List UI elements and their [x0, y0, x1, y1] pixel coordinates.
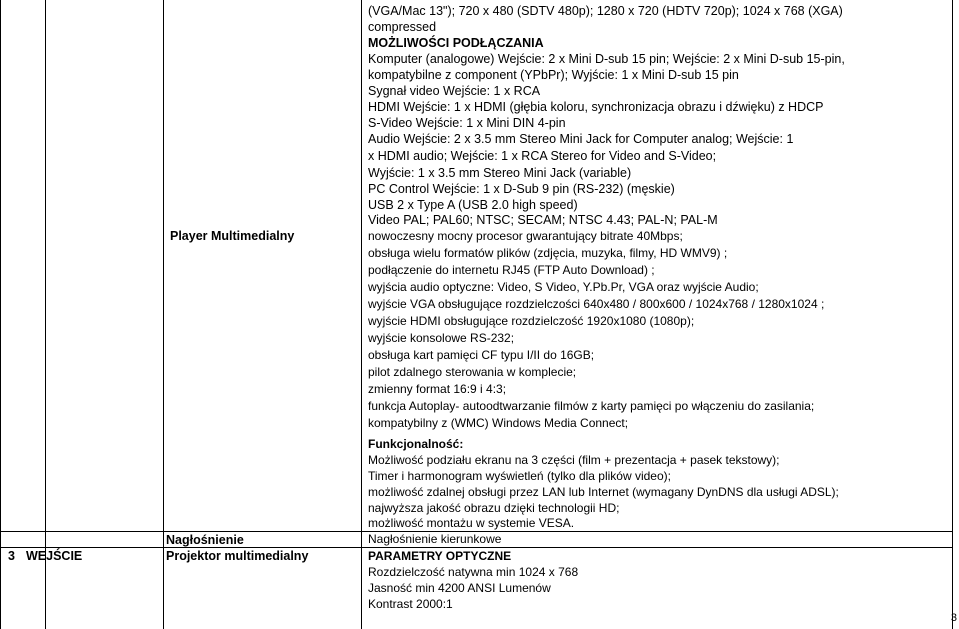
spec-line: Wyjście: 1 x 3.5 mm Stereo Mini Jack (variable): [368, 166, 632, 180]
spec-line: pilot zdalnego sterowania w komplecie;: [368, 365, 577, 379]
spec-line: Rozdzielczość natywna min 1024 x 768: [368, 565, 579, 579]
spec-line: wyjście VGA obsługujące rozdzielczości 640x480 / 800x600 / 1024x768 / 1280x1024 ;: [368, 297, 825, 311]
spec-line: możliwość montażu w systemie VESA.: [368, 516, 575, 530]
spec-line: PC Control Wejście: 1 x D-Sub 9 pin (RS-232) (męskie): [368, 182, 675, 196]
naglosnienie-label: Nagłośnienie: [166, 533, 244, 547]
spec-line: Video PAL; PAL60; NTSC; SECAM; NTSC 4.43; PAL-N; PAL-M: [368, 213, 718, 227]
row-item-name: Projektor multimedialny: [166, 549, 309, 563]
page-number: 3: [950, 612, 957, 624]
functionality-title: Funkcjonalność:: [368, 437, 464, 451]
spec-line: kompatybilne z component (YPbPr); Wyjście: 1 x Mini D-sub 15 pin: [368, 68, 739, 82]
column-divider-1: [45, 0, 46, 629]
spec-line: obsługa wielu formatów plików (zdjęcia, muzyka, filmy, HD WMV9) ;: [368, 246, 728, 260]
spec-line: Audio Wejście: 2 x 3.5 mm Stereo Mini Jack for Computer analog; Wejście: 1: [368, 132, 794, 146]
spec-line: Możliwość podziału ekranu na 3 części (film + prezentacja + pasek tekstowy);: [368, 453, 780, 467]
spec-line: Kontrast 2000:1: [368, 597, 453, 611]
spec-line: USB 2 x Type A (USB 2.0 high speed): [368, 198, 578, 212]
spec-line: wyjście HDMI obsługujące rozdzielczość 1920x1080 (1080p);: [368, 314, 695, 328]
spec-line: S-Video Wejście: 1 x Mini DIN 4-pin: [368, 116, 566, 130]
column-divider-3: [361, 0, 362, 629]
spec-line: HDMI Wejście: 1 x HDMI (głębia koloru, synchronizacja obrazu i dźwięku) z HDCP: [368, 100, 824, 114]
spec-line: obsługa kart pamięci CF typu I/II do 16GB;: [368, 348, 595, 362]
spec-line: kompatybilny z (WMC) Windows Media Connect;: [368, 416, 629, 430]
table-left-border: [0, 0, 1, 629]
spec-line: Komputer (analogowe) Wejście: 2 x Mini D-sub 15 pin; Wejście: 2 x Mini D-sub 15-pin,: [368, 52, 845, 66]
spec-line: podłączenie do internetu RJ45 (FTP Auto Download) ;: [368, 263, 655, 277]
spec-line: (VGA/Mac 13"); 720 x 480 (SDTV 480p); 1280 x 720 (HDTV 720p); 1024 x 768 (XGA): [368, 4, 843, 18]
spec-line: x HDMI audio; Wejście: 1 x RCA Stereo for Video and S-Video;: [368, 149, 717, 163]
spec-line: możliwość zdalnej obsługi przez LAN lub Internet (wymagany DynDNS dla usługi ADSL);: [368, 485, 839, 499]
section-heading: MOŻLIWOŚCI PODŁĄCZANIA: [368, 36, 544, 50]
spec-line: wyjście konsolowe RS-232;: [368, 331, 515, 345]
row-number: 3: [8, 549, 15, 563]
spec-line: Jasność min 4200 ANSI Lumenów: [368, 581, 551, 595]
spec-line: funkcja Autoplay- autoodtwarzanie filmów z karty pamięci po włączeniu do zasilania;: [368, 399, 815, 413]
spec-line: compressed: [368, 20, 437, 34]
spec-line: zmienny format 16:9 i 4:3;: [368, 382, 507, 396]
naglosnienie-value: Nagłośnienie kierunkowe: [368, 532, 502, 546]
spec-line: nowoczesny mocny procesor gwarantujący bitrate 40Mbps;: [368, 229, 683, 243]
spec-line: wyjścia audio optyczne: Video, S Video, Y.Pb.Pr, VGA oraz wyjście Audio;: [368, 280, 759, 294]
section-heading: PARAMETRY OPTYCZNE: [368, 549, 512, 563]
row-category: WEJŚCIE: [26, 549, 83, 563]
spec-line: Sygnał video Wejście: 1 x RCA: [368, 84, 541, 98]
spec-line: najwyższa jakość obrazu dzięki technologii HD;: [368, 501, 620, 515]
column-divider-2: [163, 0, 164, 629]
spec-line: Timer i harmonogram wyświetleń (tylko dla plików video);: [368, 469, 671, 483]
table-right-border: [952, 0, 953, 629]
player-multimedialny-label: Player Multimedialny: [170, 229, 295, 243]
